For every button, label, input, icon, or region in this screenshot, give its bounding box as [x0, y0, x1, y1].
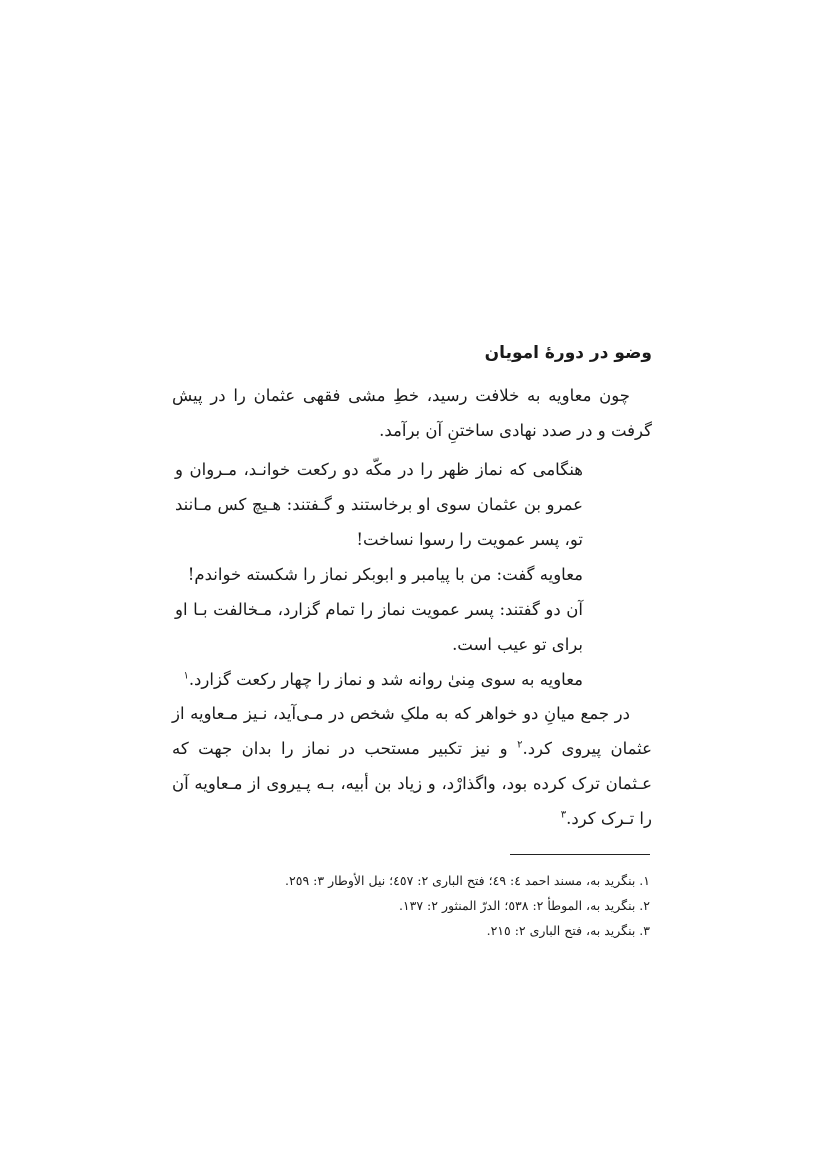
footnote-item: ۲. بنگرید به، الموطأ ۲: ٥۳٨؛ الدرّ المنثور ۲: ۱۳۷. [398, 898, 650, 913]
footnote-item: ۳. بنگرید به، فتح الباری ۲: ۲۱٥. [486, 923, 650, 938]
quote-line: آن دو گفتند: پسر عمویت نماز را تمام گزارد، مـخالفت بـا او برای تو عیب است. [175, 600, 583, 654]
footnote-ref: ۳ [560, 809, 567, 821]
intro-paragraph [172, 378, 652, 448]
footnote-ref: ۱ [183, 670, 189, 682]
footnotes-list [170, 868, 650, 943]
intro-text: چون معاویه به خلافت رسید، خطِ مشی فقهی عثمان را در پیش گرفت و در صدد نهادی ساختنِ آن برآمد. [172, 386, 652, 440]
section-heading: وضو در دورهٔ امویان [484, 343, 652, 363]
quote-line [175, 662, 583, 697]
footnote-item: ۱. بنگرید به، مسند احمد ٤: ٤٩؛ فتح الباری ۲: ٤٥٧؛ نیل الأوطار ۳: ۲٥۹. [285, 873, 650, 888]
closing-text [172, 696, 652, 836]
quote-line-text: معاویه به سوی مِنیٰ روانه شد و نماز را چهار رکعت گزارد. [188, 670, 583, 689]
quote-line: معاویه گفت: من با پیامبر و ابوبکر نماز را شکسته خواندم! [187, 565, 583, 584]
footnote-ref: ۲ [517, 739, 523, 751]
quoted-passage [175, 452, 583, 697]
footnote-divider [510, 854, 650, 855]
closing-text-part: و نیز تکبیر مستحب در نماز را بدان جهت که عـثمان ترک کرده بود، واگذارْد، و زیاد بن أبیه، بـه پـیروی از مـعاویه آن را تـرک کرد. [172, 739, 652, 828]
closing-paragraph [172, 696, 652, 836]
quote-line: هنگامی که نماز ظهر را در مکّه دو رکعت خوانـد، مـروان و عمرو بن عثمان سوی او برخاستند و گـفتند: هـیچ کس مـانند تو، پسر عمویت را رسوا نساخت! [175, 460, 583, 549]
closing-text-part: در جمع میانِ دو خواهر که به ملکِ شخص در مـی‌آید، نـیز مـعاویه از عثمان پیروی کرد. [172, 704, 653, 758]
